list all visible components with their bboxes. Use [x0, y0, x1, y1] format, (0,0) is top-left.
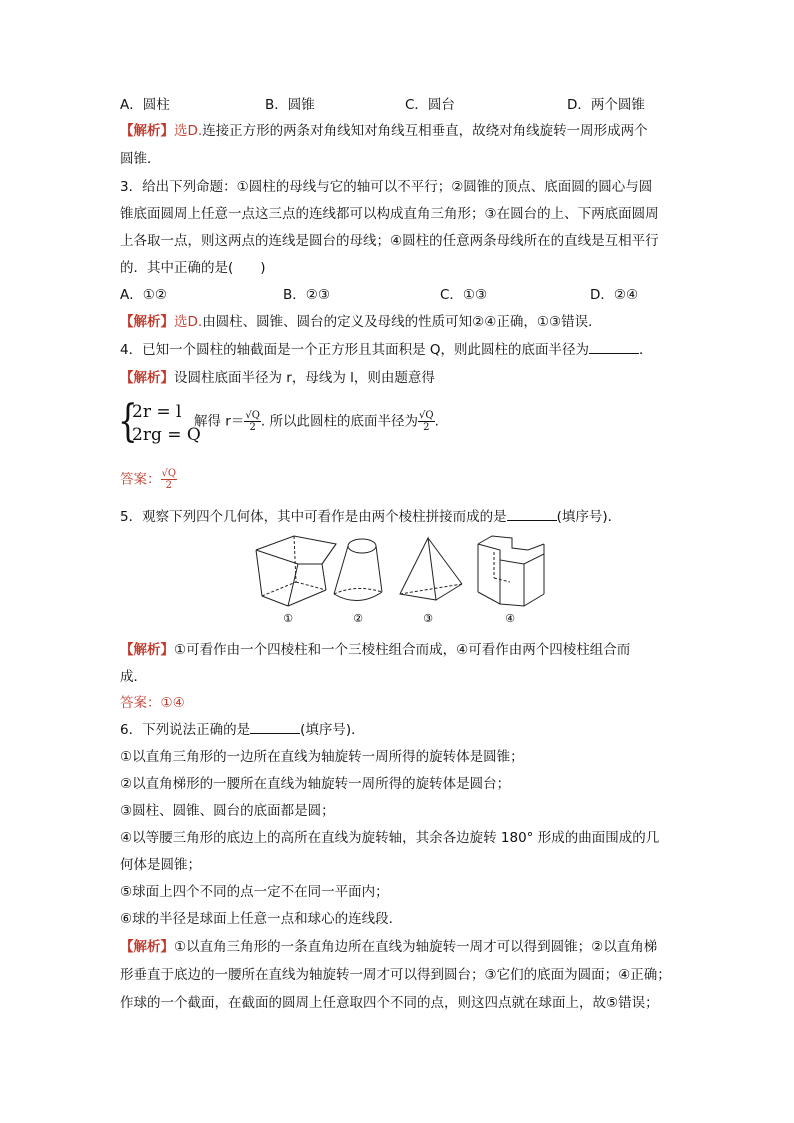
analysis-tag: 【解析】: [120, 314, 174, 330]
q5-answer: 答案：①④: [120, 695, 185, 711]
q2-analysis-cont: 圆锥．: [120, 151, 161, 167]
analysis-pick: 选D.: [174, 314, 203, 330]
equation-1: 2r = l: [132, 402, 182, 422]
solution-text-b: . 所以此圆柱的底面半径为: [260, 413, 419, 430]
q4-stem: [120, 341, 653, 359]
q6-item-1: ①以直角三角形的一边所在直线为轴旋转一周所得的旋转体是圆锥；: [120, 749, 524, 765]
solution-text-a: 解得 r＝: [194, 413, 245, 430]
fraction-denominator: 2: [423, 422, 430, 433]
fraction-numerator: √Q: [161, 468, 177, 479]
fraction-sqrtq-over-2: [244, 410, 261, 433]
figure-label-3: ③: [423, 612, 433, 625]
solids-figure: [248, 530, 558, 630]
q3-option-a: A．①②: [120, 287, 167, 303]
analysis-text: ①可看作由一个四棱柱和一个三棱柱组合而成，④可看作由两个四棱柱组合而: [174, 642, 631, 658]
solid-3-pyramid: [400, 538, 462, 600]
q6-stem: [120, 721, 365, 739]
q3-stem-line3: 上各取一点，则这两点的连线是圆台的母线；④圆柱的任意两条母线所在的直线是互相平行: [120, 233, 659, 249]
q6-analysis-line2: 形垂直于底边的一腰所在直线为轴旋转一周才可以得到圆台；③它们的底面为圆面；④正确；: [120, 967, 671, 983]
q4-analysis: [120, 369, 435, 387]
fraction-numerator: √Q: [419, 410, 434, 421]
q6-item-4-cont: 何体是圆锥；: [120, 857, 201, 873]
q3-stem-line2: 锥底面圆周上任意一点这三点的连线都可以构成直角三角形；③在圆台的上、下两底面圆周: [120, 206, 659, 222]
analysis-tag: 【解析】: [120, 939, 174, 955]
equation-2: 2rg = Q: [132, 425, 201, 445]
figure-label-1: ①: [283, 612, 293, 625]
q6-item-3: ③圆柱、圆锥、圆台的底面都是圆；: [120, 803, 335, 819]
q6-item-5: ⑤球面上四个不同的点一定不在同一平面内；: [120, 884, 389, 900]
q3-option-b: B．②③: [283, 287, 330, 303]
figure-label-2: ②: [353, 612, 363, 625]
solid-1-prism-combination: [256, 536, 336, 606]
figure-label-4: ④: [505, 612, 515, 625]
q6-item-4: ④以等腰三角形的底边上的高所在直线为旋转轴，其余各边旋转 180° 形成的曲面围成的几: [120, 830, 660, 846]
q2-option-c: C．圆台: [405, 97, 455, 113]
analysis-tag: 【解析】: [120, 642, 174, 658]
analysis-tag: 【解析】: [120, 370, 174, 386]
solid-2-frustum: [334, 539, 382, 601]
q4-answer: [120, 468, 177, 491]
solid-4-l-block: [478, 536, 544, 606]
fraction-sqrtq-over-2: [418, 410, 435, 433]
answer-blank: [589, 341, 639, 354]
solution-text-c: .: [434, 413, 439, 430]
q5-analysis-cont: 成．: [120, 669, 147, 685]
fraction-denominator: 2: [249, 422, 256, 433]
fraction-denominator: 2: [165, 480, 172, 491]
q2-option-b: B．圆锥: [265, 97, 315, 113]
q6-analysis-line3: 作球的一个截面，在截面的圆周上任意取四个不同的点，则这四点就在球面上，故⑤错误；: [120, 995, 659, 1011]
answer-label: 答案：: [120, 471, 161, 488]
analysis-tag: 【解析】: [120, 123, 174, 139]
q3-analysis: [120, 313, 602, 331]
q4-stem-end: ．: [639, 342, 653, 358]
q3-stem-line4: 的．其中正确的是( ): [120, 260, 266, 276]
analysis-text: 由圆柱、圆锥、圆台的定义及母线的性质可知②④正确，①③错误．: [202, 314, 602, 330]
analysis-text: 设圆柱底面半径为 r，母线为 l，则由题意得: [174, 370, 435, 386]
q3-option-d: D．②④: [590, 287, 639, 303]
left-brace: {: [118, 396, 138, 447]
q6-stem-text: 6．下列说法正确的是: [120, 722, 251, 738]
answer-blank: [507, 508, 557, 521]
q2-analysis: [120, 122, 648, 140]
q3-option-c: C．①③: [440, 287, 488, 303]
q6-analysis: [120, 938, 657, 956]
fraction-numerator: √Q: [245, 410, 260, 421]
q5-stem-end: (填序号)．: [556, 509, 622, 525]
q5-stem-text: 5．观察下列四个几何体，其中可看作是由两个棱柱拼接而成的是: [120, 509, 507, 525]
q3-stem-line1: 3．给出下列命题：①圆柱的母线与它的轴可以不平行；②圆锥的顶点、底面圆的圆心与圆: [120, 179, 653, 195]
q6-item-2: ②以直角梯形的一腰所在直线为轴旋转一周所得的旋转体是圆台；: [120, 776, 511, 792]
q2-option-a: A．圆柱: [120, 97, 170, 113]
q5-stem: [120, 508, 621, 526]
q6-stem-end: (填序号)．: [300, 722, 365, 738]
analysis-text: ①以直角三角形的一条直角边所在直线为轴旋转一周才可以得到圆锥；②以直角梯: [174, 939, 658, 955]
answer-blank: [250, 721, 300, 734]
q6-item-6: ⑥球的半径是球面上任意一点和球心的连线段．: [120, 911, 403, 927]
q5-analysis: [120, 641, 630, 659]
answer-fraction: [161, 468, 178, 491]
q4-solution: [194, 410, 439, 433]
q4-stem-text: 4．已知一个圆柱的轴截面是一个正方形且其面积是 Q，则此圆柱的底面半径为: [120, 342, 590, 358]
analysis-text: 连接正方形的两条对角线知对角线互相垂直，故绕对角线旋转一周形成两个: [202, 123, 648, 139]
q2-option-d: D．两个圆锥: [567, 97, 645, 113]
analysis-pick: 选D.: [174, 123, 203, 139]
